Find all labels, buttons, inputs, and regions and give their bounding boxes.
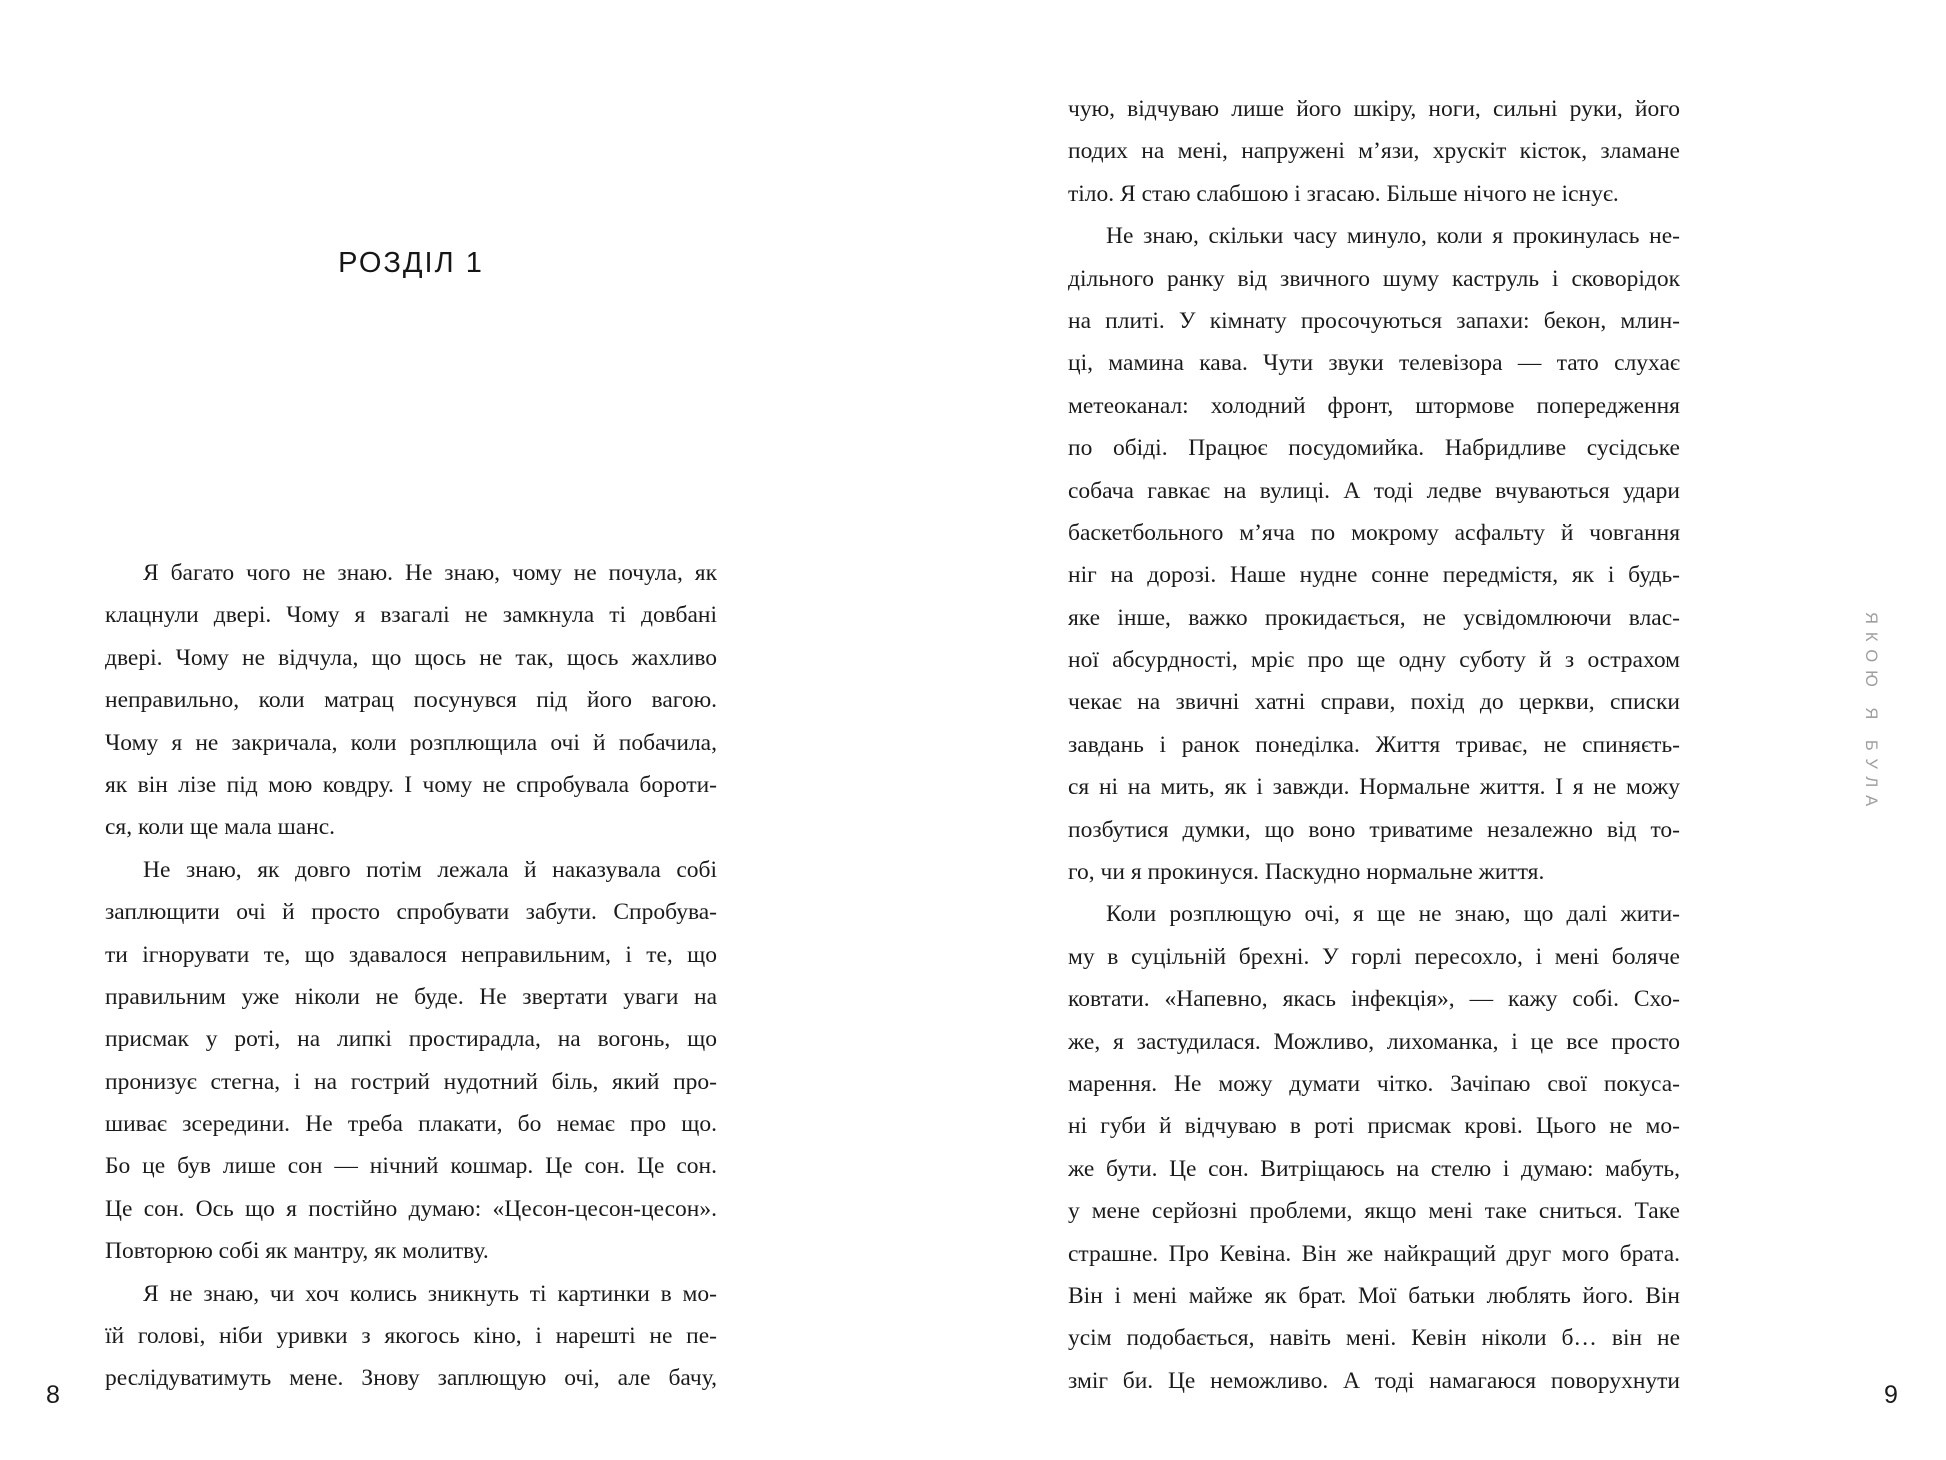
text-line: зміг би. Це неможливо. А тоді намагаюся поворухнути (1068, 1367, 1680, 1394)
text-line: як він лізе під мою ковдру. І чому не спробувала бороти- (105, 771, 717, 798)
text-line: Я багато чого не знаю. Не знаю, чому не почула, як (143, 560, 717, 586)
text-line: реслідуватимуть мене. Знову заплющую очі, але бачу, (105, 1365, 717, 1392)
text-line: Він і мені майже як брат. Мої батьки люблять його. Він (1068, 1282, 1680, 1309)
text-line: дільного ранку від звичного шуму каструль і сковорідок (1068, 265, 1680, 292)
text-line: у мене серйозні проблеми, якщо мені таке сниться. Таке (1068, 1198, 1680, 1225)
text-line: Я не знаю, чи хоч колись зникнуть ті картинки в мо- (143, 1280, 717, 1307)
text-line: же, я застудилася. Можливо, лихоманка, і це все просто (1068, 1028, 1680, 1055)
text-line: тіло. Я стаю слабшою і згасаю. Більше нічого не існує. (1068, 180, 1619, 207)
text-line: ці, мамина кава. Чути звуки телевізора — тато слухає (1068, 350, 1680, 377)
text-line: присмак у роті, на липкі простирадла, на вогонь, що (105, 1026, 717, 1053)
text-line: метеоканал: холодний фронт, штормове попередження (1068, 392, 1680, 419)
text-line: пронизує стегна, і на гострий нудотний біль, який про- (105, 1068, 717, 1095)
text-line: Коли розплющую очі, я ще не знаю, що далі жити- (1106, 901, 1680, 928)
text-line: ковтати. «Напевно, якась інфекція», — кажу собі. Схо- (1068, 986, 1680, 1013)
text-line: страшне. Про Кевіна. Він же найкращий друг мого брата. (1068, 1240, 1680, 1267)
text-line: шиває зсередини. Не треба плакати, бо немає про що. (105, 1111, 717, 1138)
text-line: завдань і ранок понеділка. Життя триває, не спиняєть- (1068, 731, 1680, 758)
text-line: ної абсурдності, мріє про ще одну суботу й з острахом (1068, 647, 1680, 674)
text-line: ся ні на мить, як і завжди. Нормальне життя. І я не можу (1068, 774, 1680, 801)
text-line: марення. Не можу думати чітко. Зачіпаю свої покуса- (1068, 1070, 1680, 1097)
text-line: двері. Чому не відчула, що щось не так, щось жахливо (105, 644, 717, 671)
text-line: баскетбольного м’яча по мокрому асфальту й човгання (1068, 519, 1680, 546)
text-line: ся, коли ще мала шанс. (105, 814, 336, 841)
chapter-title: РОЗДІЛ 1 (338, 247, 484, 279)
text-line: подих на мені, напружені м’язи, хрускіт кісток, зламане (1068, 138, 1680, 165)
running-title-vertical: ЯКОЮ Я БУЛА (1862, 612, 1880, 815)
text-line: Повторюю собі як мантру, як молитву. (105, 1238, 489, 1265)
text-line: ти ігнорувати те, що здавалося неправильним, і те, що (105, 941, 717, 968)
text-line: по обіді. Працює посудомийка. Набридливе сусідське (1068, 435, 1680, 462)
text-line: му в суцільній брехні. У горлі пересохло, і мені боляче (1068, 943, 1680, 970)
text-line: же бути. Це сон. Витріщаюсь на стелю і думаю: мабуть, (1068, 1155, 1680, 1182)
text-line: ніг на дорозі. Наше нудне сонне передмістя, як і будь- (1068, 562, 1680, 589)
text-line: позбутися думки, що воно триватиме незалежно від то- (1068, 816, 1680, 843)
text-line: Не знаю, як довго потім лежала й наказувала собі (143, 856, 717, 883)
page-number-left: 8 (46, 1381, 60, 1409)
text-line: усім подобається, навіть мені. Кевін ніколи б… він не (1068, 1325, 1680, 1352)
text-line: го, чи я прокинуся. Паскудно нормальне життя. (1068, 859, 1545, 886)
text-line: клацнули двері. Чому я взагалі не замкнула ті довбані (105, 602, 717, 629)
text-line: правильним уже ніколи не буде. Не звертати уваги на (105, 983, 717, 1010)
text-line: ні губи й відчуваю в роті присмак крові. Цього не мо- (1068, 1113, 1680, 1140)
page-right-body-text (1068, 88, 1680, 1402)
text-line: Бо це був лише сон — нічний кошмар. Це сон. Це сон. (105, 1153, 717, 1180)
page-left-body-text (105, 552, 717, 1400)
text-line: Це сон. Ось що я постійно думаю: «Цесон-цесон-цесон». (105, 1195, 717, 1222)
text-line: Чому я не закричала, коли розплющила очі й побачила, (105, 729, 717, 756)
text-line: їй голові, ніби уривки з якогось кіно, і нарешті не пе- (105, 1323, 717, 1350)
text-line: чую, відчуваю лише його шкіру, ноги, сильні руки, його (1068, 96, 1680, 122)
text-line: заплющити очі й просто спробувати забути. Спробува- (105, 899, 717, 926)
text-line: Не знаю, скільки часу минуло, коли я прокинулась не- (1106, 223, 1680, 250)
text-line: неправильно, коли матрац посунувся під його вагою. (105, 687, 717, 714)
text-line: на плиті. У кімнату просочуються запахи: бекон, млин- (1068, 307, 1680, 334)
text-line: собача гавкає на вулиці. А тоді ледве вчуваються удари (1068, 477, 1680, 504)
page-number-right: 9 (1884, 1381, 1898, 1409)
text-line: яке інше, важко прокидається, не усвідомлюючи влас- (1068, 604, 1680, 631)
text-line: чекає на звичні хатні справи, похід до церкви, списки (1068, 689, 1680, 716)
